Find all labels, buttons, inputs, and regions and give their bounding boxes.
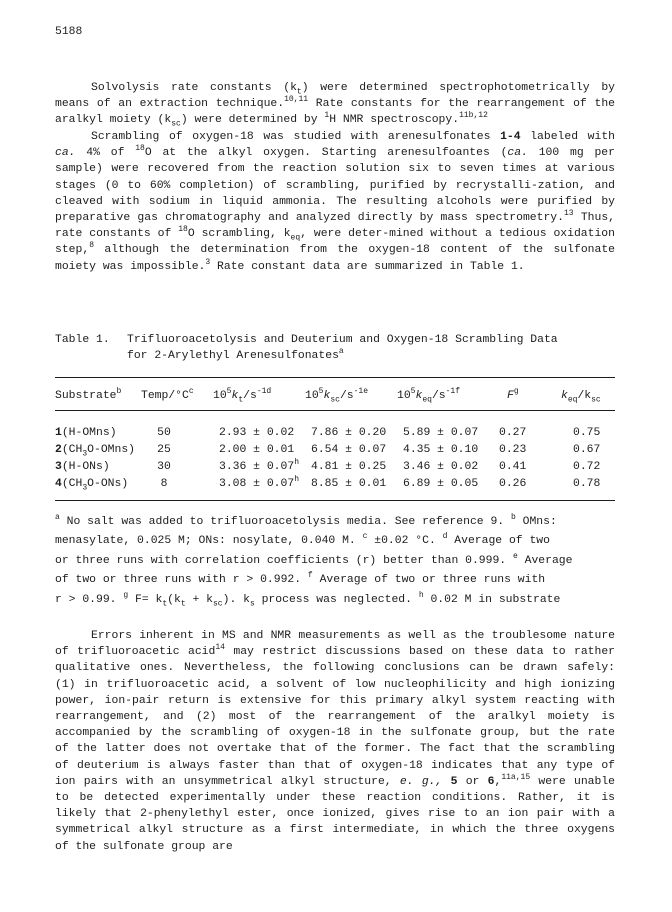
- text-run: O scrambling, k: [187, 228, 291, 241]
- cell-ksc: 6.54 ± 0.07: [311, 443, 387, 456]
- text-run: [442, 776, 450, 788]
- cell-f: 0.23: [499, 443, 527, 456]
- table-footnotes: [55, 513, 615, 610]
- table-row: [55, 441, 615, 458]
- table-header-row: [55, 384, 615, 408]
- text-run: Scrambling of oxygen-18 was studied with arenesulfonates: [91, 131, 501, 143]
- cell-kt: 3.08 ± 0.07$^h$: [219, 474, 300, 490]
- text-run: Rate constants for the rearrangement of the aralkyl moiety (k: [55, 98, 615, 127]
- caption-text: Trifluoroacetolysis and Deuterium and Oxygen-18 Scrambling Data: [127, 334, 558, 346]
- table-header-rule: [55, 410, 615, 411]
- text-run: Solvolysis rate constants (k: [91, 82, 297, 94]
- text-run: , were deter-mined without a tedious oxidation step,: [55, 228, 615, 257]
- text-run: ) were determined by: [180, 114, 325, 127]
- cell-kt: 2.00 ± 0.01: [219, 443, 295, 456]
- cell-temp: 50: [157, 426, 171, 439]
- table-row: [55, 475, 615, 492]
- cell-kt: 3.36 ± 0.07$^h$: [219, 457, 300, 473]
- text-run: 4% of: [75, 147, 136, 160]
- footnote-line: r > 0.99. $^g$ $F= k_t(k_t + k_{sc})$. $k_s$ process was neglected. $^h$ 0.02 M in substrate: [55, 590, 561, 608]
- text-run: may restrict discussions based on these data to rather qualitative ones. Nevertheless, the following conclusions can be drawn safely: (1) in trifluoroacetic acid, a solvent of low nucleophilicity and high ionizing power, ion-pair return is extensive for this primary alkyl system reacting with rearrangement, and (2) most of the rearrangement of the aralkyl moiety is accompanied by the scrambling of oxygen-18 in the sulfonate group, but the rate of the latter does not overtake that of the former. The fact that the scrambling of deuterium is always faster than that of oxygen-18 indicates that any type of ion pairs with an unsymmetrical alkyl structure,: [55, 646, 616, 788]
- reference-marker: 11a,15: [501, 773, 531, 783]
- text-run: Thus, rate constants of: [55, 212, 616, 241]
- table-top-rule: [55, 377, 615, 378]
- cell-f: 0.26: [499, 477, 527, 490]
- cell-f: 0.27: [499, 426, 527, 439]
- cell-temp: 8: [160, 477, 168, 490]
- cell-f: 0.41: [499, 460, 527, 473]
- header-temp: Temp/$^\circ C^c$: [141, 387, 194, 402]
- table-row: [55, 458, 615, 475]
- subscript: sc: [171, 119, 181, 129]
- header-f: $F^g$: [507, 387, 519, 402]
- cell-keq: 5.89 ± 0.07: [403, 426, 479, 439]
- reference-marker: 10,11: [284, 95, 309, 105]
- header-ratio: $k_{eq}/k_{sc}$: [561, 390, 601, 405]
- compound-number: 5: [450, 775, 458, 788]
- text-run: O at the alkyl oxygen. Starting arenesulfoantes (: [144, 147, 508, 160]
- cell-ksc: 4.81 ± 0.25: [311, 460, 387, 473]
- text-run: ) were determined spectrophotometrically by means of an extraction technique.: [55, 82, 615, 111]
- page-number: 5188: [55, 26, 83, 38]
- footnote-marker: a: [338, 347, 344, 357]
- caption-line-1: [55, 332, 558, 348]
- table-caption: [55, 332, 558, 364]
- footnote-line: menasylate, 0.025 M; ONs: nosylate, 0.040 M. $^c$ ±0.02 °C. $^d$ Average of two: [55, 532, 550, 548]
- cell-keq: 6.89 ± 0.05: [403, 477, 479, 490]
- text-run: Errors inherent in MS and NMR measurements as well as the troublesome nature of trifluoroacetic acid: [55, 630, 615, 659]
- italic-text: ca.: [507, 147, 528, 160]
- text-run: or: [457, 775, 488, 788]
- cell-ratio: 0.78: [573, 477, 601, 490]
- text-run: ,: [494, 775, 502, 788]
- cell-kt: 2.93 ± 0.02: [219, 426, 295, 439]
- text-run: Rate constant data are summarized in Table 1.: [210, 260, 525, 273]
- table-row: [55, 408, 615, 441]
- cell-keq: 4.35 ± 0.10: [403, 443, 479, 456]
- italic-text: e. g.,: [399, 775, 443, 788]
- caption-text: for 2-Arylethyl Arenesulfonates: [127, 350, 339, 362]
- header-ksc: $10^5k_{sc}/s^{-1e}$: [305, 387, 369, 405]
- text-run: 100 mg per sample) were recovered from the reaction solution six to seven times at various stages (0 to 60% completion) of scrambling, purified by recrystalli-zation, and cleaved with sodium in liquid ammonia. The resulting alcohols were purified by preparative gas chromatography and analyzed directly by mass spectrometry.: [55, 147, 615, 225]
- header-kt: $10^5k_t/s^{-1d}$: [213, 387, 272, 405]
- paragraph-oxygen-scrambling: [55, 129, 615, 275]
- cell-ksc: 8.85 ± 0.01: [311, 477, 387, 490]
- superscript: 18: [135, 144, 145, 154]
- paragraph-discussion: [55, 628, 615, 855]
- caption-line-2: [55, 348, 558, 364]
- compound-number: 1-4: [500, 131, 521, 143]
- footnote-line: $^a$ No salt was added to trifluoroacetolysis media. See reference 9. $^b$ OMns:: [55, 513, 557, 528]
- cell-ratio: 0.67: [573, 443, 601, 456]
- header-keq: $10^5k_{eq}/s^{-1f}$: [397, 387, 461, 405]
- header-substrate: Substrate$^b$: [55, 387, 122, 402]
- cell-ratio: 0.75: [573, 426, 601, 439]
- text-run: labeled with: [520, 131, 615, 143]
- reference-marker: 11b,12: [459, 111, 488, 121]
- cell-substrate: 1(H-OMns): [55, 426, 117, 439]
- subscript: t: [296, 87, 302, 97]
- italic-text: ca.: [55, 147, 76, 160]
- reference-marker: 13: [563, 209, 574, 219]
- cell-substrate: $4(CH_3O-ONs)$: [55, 477, 129, 492]
- reference-marker: 8: [89, 241, 94, 251]
- cell-keq: 3.46 ± 0.02: [403, 460, 479, 473]
- superscript: 1: [324, 111, 330, 121]
- table-body: [55, 408, 615, 492]
- text-run: although the determination from the oxygen-18 content of the sulfonate moiety was impossible.: [55, 244, 615, 273]
- footnote-line: of two or three runs with r > 0.992. $^f$ Average of two or three runs with: [55, 571, 546, 587]
- text-run: H NMR spectroscopy.: [329, 114, 460, 127]
- data-table: [55, 384, 615, 492]
- cell-ksc: 7.86 ± 0.20: [311, 426, 387, 439]
- table-bottom-rule: [55, 500, 615, 501]
- cell-ratio: 0.72: [573, 460, 601, 473]
- cell-temp: 25: [157, 443, 171, 456]
- reference-marker: 14: [215, 643, 225, 653]
- footnote-line: or three runs with correlation coefficients (r) better than 0.999. $^e$ Average: [55, 552, 573, 567]
- cell-substrate: $2(CH_3O-OMns)$: [55, 443, 136, 458]
- superscript: 18: [178, 225, 188, 235]
- cell-substrate: 3(H-ONs): [55, 460, 110, 473]
- paragraph-rate-constants: [55, 80, 615, 129]
- table-label: Table 1.: [55, 334, 110, 346]
- subscript: eq: [290, 233, 301, 243]
- compound-number: 6: [487, 775, 495, 788]
- reference-marker: 3: [205, 257, 211, 267]
- text-run: were unable to be detected experimentally under these reaction conditions. Rather, it is likely that 2-phenylethyl ester, once ionized, gives rise to an ion pair with a symmetrical alkyl structure as a first intermediate, in which the three oxygens of the sulfonate group are: [55, 775, 615, 853]
- cell-temp: 30: [157, 460, 171, 473]
